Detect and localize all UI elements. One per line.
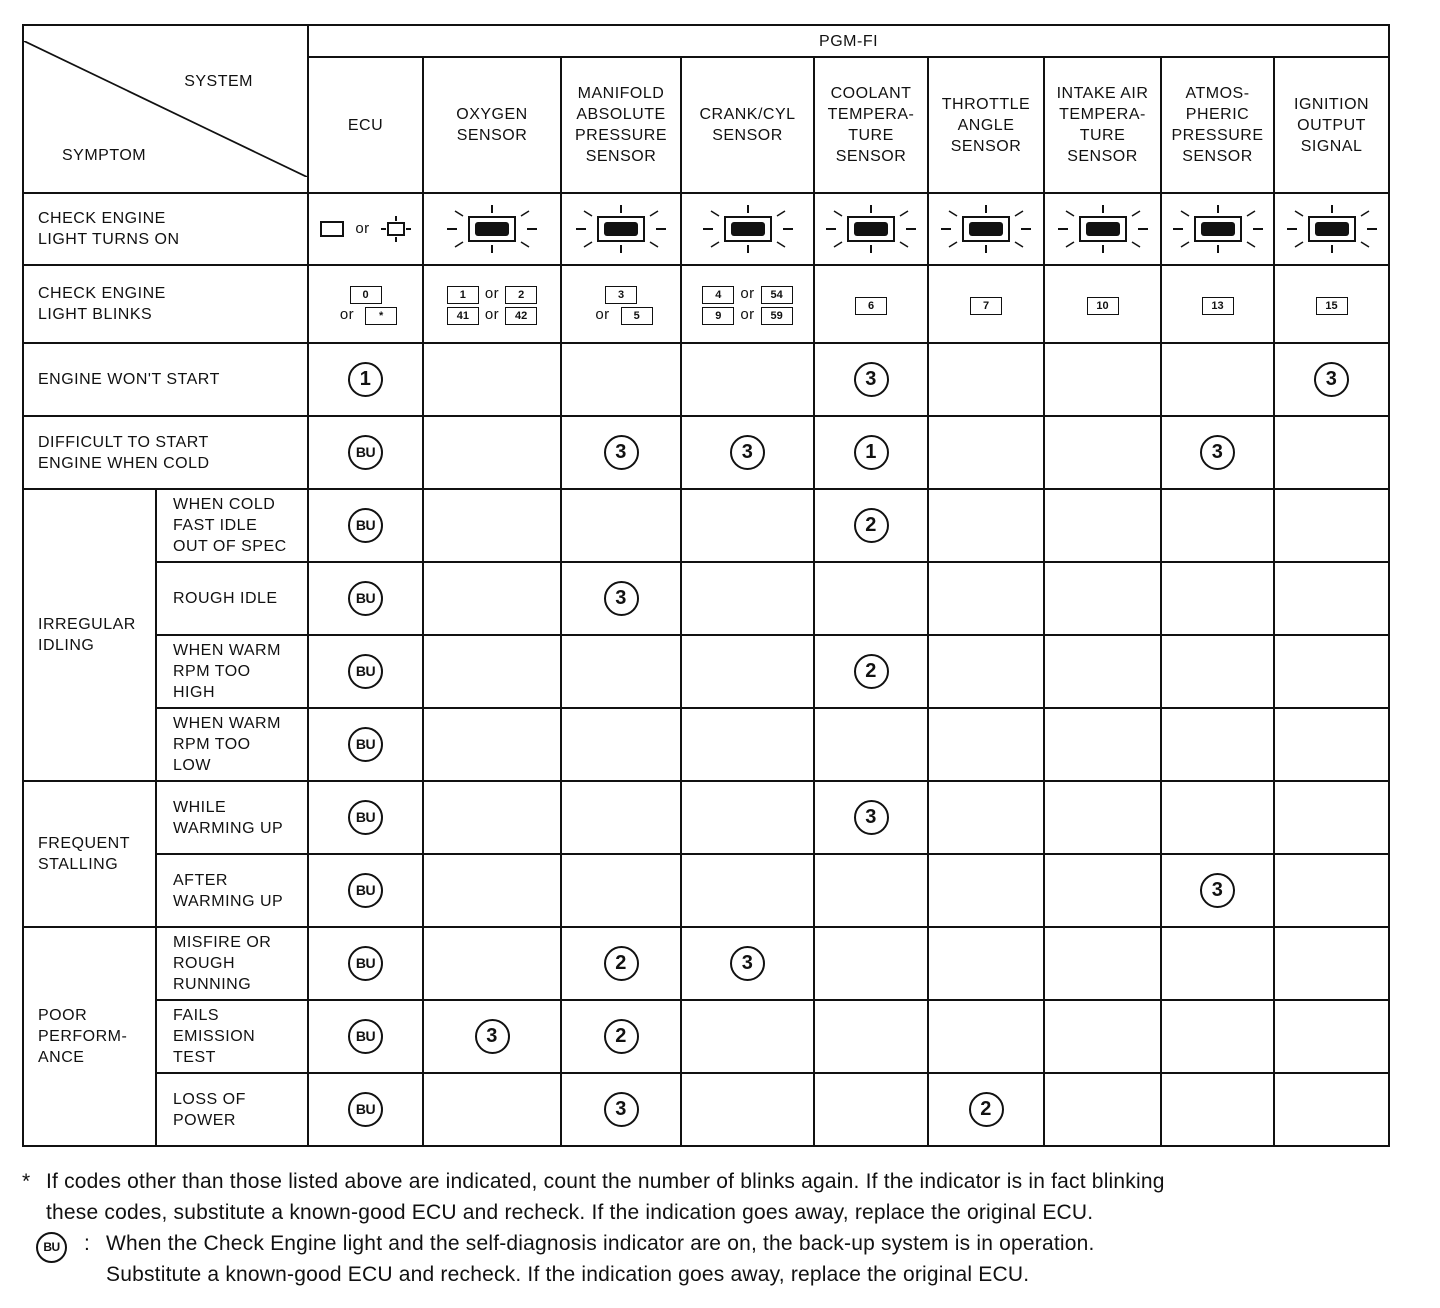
row-warm-rpm-low (23, 708, 1389, 781)
ecu-lamp-cell (308, 193, 423, 265)
row-label-difficult-start: DIFFICULT TO START ENGINE WHEN COLD (23, 416, 308, 489)
check-engine-lamp-icon (700, 203, 796, 255)
ecu-blink-codes: 0 or * (308, 265, 423, 343)
check-engine-lamp-cell (681, 193, 814, 265)
backup-mark: BU (348, 946, 383, 981)
footnote-backup: BU : When the Check Engine light and the self-diagnosis indicator are on, the back-up system is in operation. Substitute a known-good ECU and recheck. If the indication goes away, replace the original ECU. (22, 1228, 1412, 1290)
sub-label-misfire: MISFIRE OR ROUGH RUNNING (156, 927, 308, 1000)
priority-3-mark: 3 (854, 800, 889, 835)
backup-symbol: BU (36, 1232, 67, 1263)
priority-3-mark: 3 (604, 435, 639, 470)
diagnosis-table-sheet (22, 24, 1388, 1150)
priority-2-mark: 2 (854, 654, 889, 689)
check-engine-lamp-cell (561, 193, 681, 265)
ignition-blink-code: 15 (1274, 265, 1389, 343)
row-warm-rpm-high (23, 635, 1389, 708)
priority-1-mark: 1 (854, 435, 889, 470)
corner-header-cell (23, 25, 308, 193)
sub-label-rough-idle: ROUGH IDLE (156, 562, 308, 635)
row-rough-idle (23, 562, 1389, 635)
sub-label-warm-rpm-high: WHEN WARM RPM TOO HIGH (156, 635, 308, 708)
row-label-check-light-blinks: CHECK ENGINE LIGHT BLINKS (23, 265, 308, 343)
backup-mark: BU (348, 1092, 383, 1127)
footnote-asterisk: * If codes other than those listed above are indicated, count the number of blinks again. If the indicator is in fact blinking these codes, substitute a known-good ECU and recheck. If the indication goes away, replace the original ECU. (22, 1170, 1165, 1224)
backup-mark: BU (348, 654, 383, 689)
intake-blink-code: 10 (1044, 265, 1161, 343)
backup-mark: BU (348, 1019, 383, 1054)
backup-mark: BU (348, 873, 383, 908)
sub-label-fails-emission: FAILS EMISSION TEST (156, 1000, 308, 1073)
col-header-oxygen-sensor: OXYGEN SENSOR (423, 57, 561, 193)
row-label-irregular-idling: IRREGULAR IDLING (23, 489, 156, 781)
check-engine-lamp-icon (938, 203, 1034, 255)
col-header-intake-air-temp-sensor: INTAKE AIR TEMPERA- TURE SENSOR (1044, 57, 1161, 193)
priority-3-mark: 3 (1200, 873, 1235, 908)
col-header-ignition-output-signal: IGNITION OUTPUT SIGNAL (1274, 57, 1389, 193)
priority-3-mark: 3 (854, 362, 889, 397)
atmos-blink-code: 13 (1161, 265, 1274, 343)
footnotes (22, 1166, 1412, 1290)
col-header-atmospheric-pressure-sensor: ATMOS- PHERIC PRESSURE SENSOR (1161, 57, 1274, 193)
row-label-poor-performance: POOR PERFORM- ANCE (23, 927, 156, 1146)
row-stall-after-warming (23, 854, 1389, 927)
troubleshooting-table (22, 24, 1390, 1147)
sub-label-cold-fast-idle: WHEN COLD FAST IDLE OUT OF SPEC (156, 489, 308, 562)
row-idle-cold-fast (23, 489, 1389, 562)
check-engine-lamp-cell (1044, 193, 1161, 265)
priority-3-mark: 3 (475, 1019, 510, 1054)
priority-3-mark: 3 (604, 1092, 639, 1127)
priority-3-mark: 3 (1200, 435, 1235, 470)
check-engine-lamp-icon (573, 203, 669, 255)
row-fails-emission (23, 1000, 1389, 1073)
crank-blink-codes: 4 or 54 9 or 59 (681, 265, 814, 343)
pgm-fi-group-header: PGM-FI (308, 25, 1389, 57)
priority-2-mark: 2 (969, 1092, 1004, 1127)
oxygen-blink-codes: 1 or 2 41 or 42 (423, 265, 561, 343)
lamp-lit-icon (381, 215, 411, 243)
row-stall-warming (23, 781, 1389, 854)
check-engine-lamp-cell (1161, 193, 1274, 265)
priority-1-mark: 1 (348, 362, 383, 397)
sub-label-loss-of-power: LOSS OF POWER (156, 1073, 308, 1146)
throttle-blink-code: 7 (928, 265, 1044, 343)
priority-3-mark: 3 (1314, 362, 1349, 397)
backup-mark: BU (348, 508, 383, 543)
row-wont-start (23, 343, 1389, 416)
col-header-throttle-angle-sensor: THROTTLE ANGLE SENSOR (928, 57, 1044, 193)
backup-mark: BU (348, 435, 383, 470)
priority-3-mark: 3 (730, 435, 765, 470)
check-engine-lamp-icon (444, 203, 540, 255)
sub-label-while-warming: WHILE WARMING UP (156, 781, 308, 854)
backup-mark: BU (348, 727, 383, 762)
row-check-light-blinks (23, 265, 1389, 343)
row-label-check-light-on: CHECK ENGINE LIGHT TURNS ON (23, 193, 308, 265)
priority-2-mark: 2 (604, 1019, 639, 1054)
symptom-label: SYMPTOM (62, 147, 147, 164)
check-engine-lamp-icon (1170, 203, 1266, 255)
backup-mark: BU (348, 800, 383, 835)
priority-2-mark: 2 (604, 946, 639, 981)
check-engine-lamp-icon (1284, 203, 1380, 255)
backup-mark: BU (348, 581, 383, 616)
check-engine-lamp-cell (423, 193, 561, 265)
priority-2-mark: 2 (854, 508, 889, 543)
col-header-ecu: ECU (308, 57, 423, 193)
priority-3-mark: 3 (604, 581, 639, 616)
check-engine-lamp-icon (1055, 203, 1151, 255)
check-engine-lamp-cell (1274, 193, 1389, 265)
or-text: or (355, 220, 370, 238)
check-engine-lamp-icon (823, 203, 919, 255)
map-blink-codes: 3 or 5 (561, 265, 681, 343)
row-misfire (23, 927, 1389, 1000)
col-header-crank-cyl-sensor: CRANK/CYL SENSOR (681, 57, 814, 193)
row-label-frequent-stalling: FREQUENT STALLING (23, 781, 156, 927)
row-difficult-start (23, 416, 1389, 489)
system-label: SYSTEM (184, 73, 253, 90)
priority-3-mark: 3 (730, 946, 765, 981)
check-engine-lamp-cell (928, 193, 1044, 265)
check-engine-lamp-cell (814, 193, 928, 265)
row-label-wont-start: ENGINE WON'T START (23, 343, 308, 416)
row-check-light-on (23, 193, 1389, 265)
row-loss-of-power (23, 1073, 1389, 1146)
col-header-map-sensor: MANIFOLD ABSOLUTE PRESSURE SENSOR (561, 57, 681, 193)
lamp-off-icon (320, 221, 344, 237)
coolant-blink-code: 6 (814, 265, 928, 343)
sub-label-after-warming: AFTER WARMING UP (156, 854, 308, 927)
col-header-coolant-temp-sensor: COOLANT TEMPERA- TURE SENSOR (814, 57, 928, 193)
sub-label-warm-rpm-low: WHEN WARM RPM TOO LOW (156, 708, 308, 781)
